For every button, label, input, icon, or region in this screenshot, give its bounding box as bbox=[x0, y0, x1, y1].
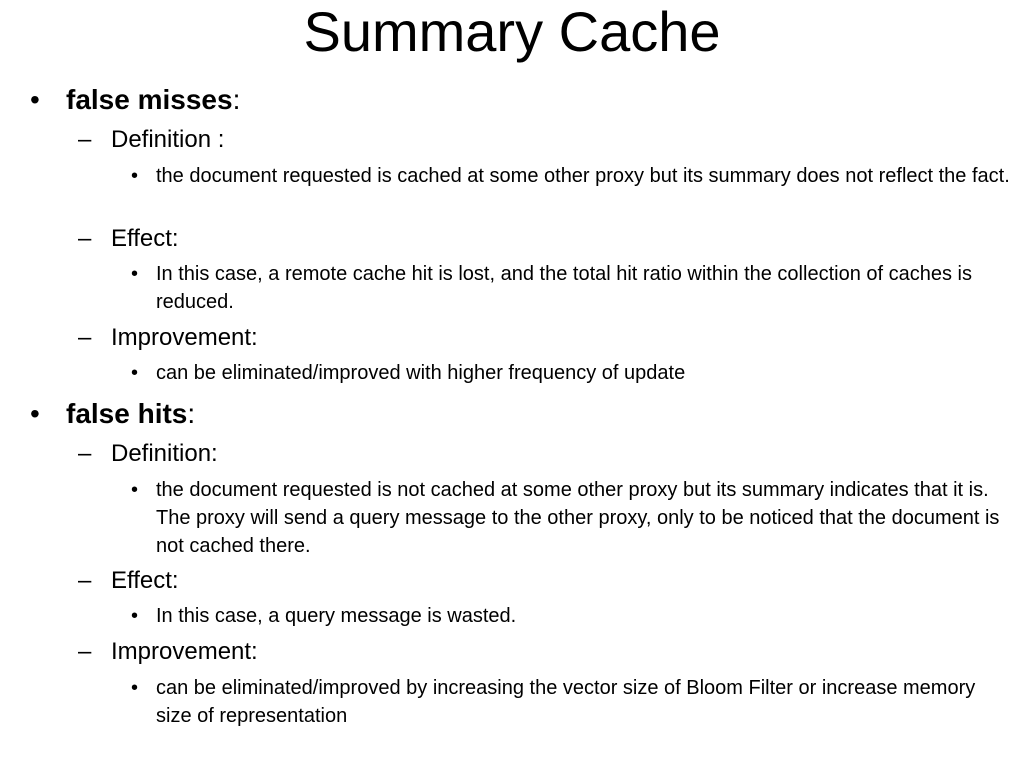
sub-bullet-label: Definition : bbox=[111, 126, 225, 153]
bullet-dot-icon: • bbox=[30, 84, 40, 115]
term-false-hits: false hits bbox=[66, 398, 188, 429]
small-bullet-icon: • bbox=[131, 263, 139, 285]
dash-icon: – bbox=[78, 225, 92, 252]
dash-icon: – bbox=[78, 567, 92, 594]
small-bullet-icon: • bbox=[131, 479, 139, 501]
sub-bullet-label: Improvement: bbox=[111, 638, 258, 665]
dash-icon: – bbox=[78, 638, 92, 665]
dash-icon: – bbox=[78, 324, 92, 351]
small-bullet-icon: • bbox=[131, 165, 139, 187]
dash-icon: – bbox=[78, 440, 92, 467]
small-bullet-icon: • bbox=[131, 677, 139, 699]
sub-bullet-label: Definition: bbox=[111, 440, 218, 467]
detail-text: In this case, a remote cache hit is lost, and the total hit ratio within the collection of caches is reduced. bbox=[156, 263, 972, 313]
term-colon: : bbox=[187, 398, 196, 429]
detail-text: can be eliminated/improved by increasing the vector size of Bloom Filter or increase memory size of representation bbox=[156, 677, 976, 727]
bullet-dot-icon: • bbox=[30, 398, 40, 429]
small-bullet-icon: • bbox=[131, 362, 139, 384]
dash-icon: – bbox=[78, 126, 92, 153]
small-bullet-icon: • bbox=[131, 605, 139, 627]
sub-bullet-label: Effect: bbox=[111, 225, 179, 252]
bullet-text bbox=[66, 82, 240, 118]
term-false-misses: false misses bbox=[66, 84, 233, 115]
detail-text: the document requested is not cached at some other proxy but its summary indicates that it is. The proxy will send a query message to the other proxy, only to be noticed that the document is not cached there. bbox=[156, 479, 1000, 557]
detail-text: can be eliminated/improved with higher frequency of update bbox=[156, 362, 686, 384]
term-colon: : bbox=[232, 84, 241, 115]
detail-text: the document requested is cached at some other proxy but its summary does not reflect the fact. bbox=[156, 165, 1010, 187]
bullet-text bbox=[66, 396, 195, 432]
slide-title: Summary Cache bbox=[303, 0, 721, 63]
detail-text: In this case, a query message is wasted. bbox=[156, 605, 517, 627]
sub-bullet-label: Effect: bbox=[111, 567, 179, 594]
sub-bullet-label: Improvement: bbox=[111, 324, 258, 351]
